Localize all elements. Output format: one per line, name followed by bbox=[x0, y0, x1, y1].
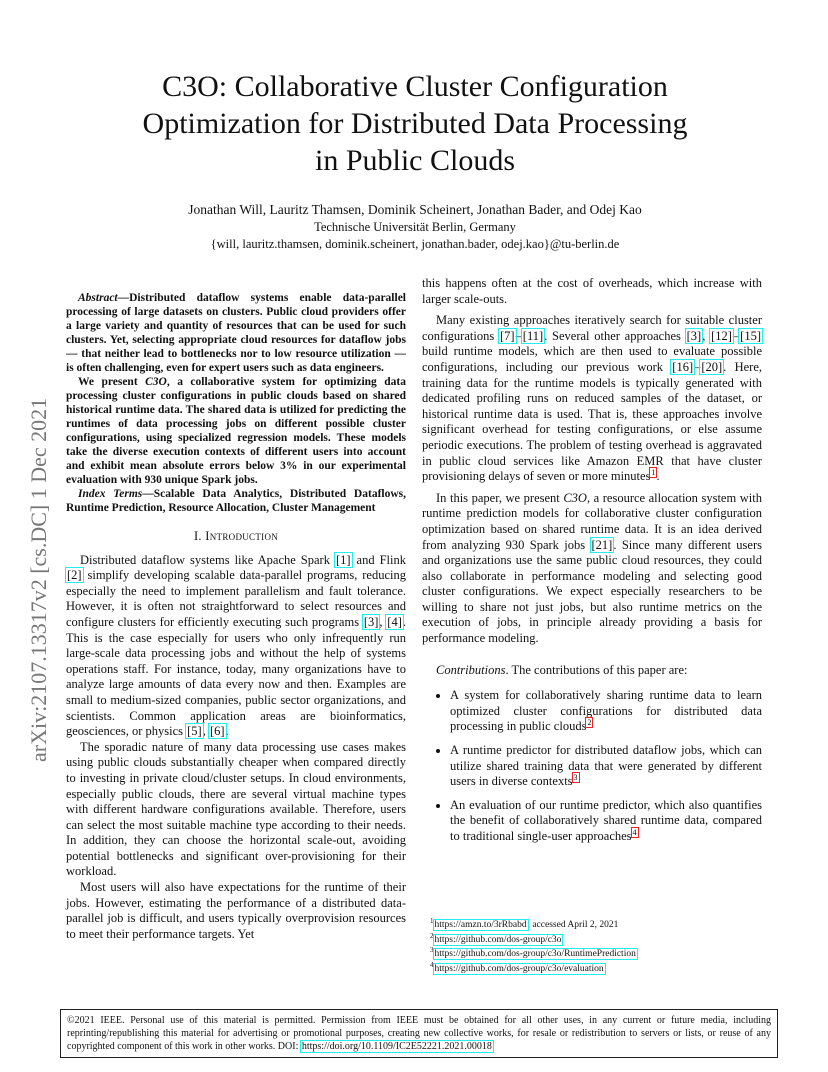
text-span: . Since many different users and organizations use the same public cloud resources, they could also collaborate in performance modeling and selecting good cluster configurations. We expect especially researchers to be willing to share not just jobs, but also runtime metrics on the execution of jobs, in principle already providing a basis for performance modeling. bbox=[422, 537, 762, 646]
copyright-text: ©2021 IEEE. Personal use of this material is permitted. Permission from IEEE must be obtained for all other uses, in any current or future media, including reprinting/republishing this material for advertising or promotional purposes, creating new collective works, for resale or redistribution to servers or lists, or reuse of any copyrighted component of this work in other works. DOI: bbox=[67, 1015, 771, 1052]
text-span: . Here, training data for the runtime models is typically generated with dedicated profiling runs on reduced samples of the dataset, or historical runtime data is used. That is, these approaches involve significant overhead for testing configurations, or else assume periodic executions. The problem of testing overhead is aggravated in public cloud services like Amazon EMR that have cluster provisioning delays of seven or more minutes bbox=[422, 359, 762, 484]
text-span: Many existing approaches iteratively search for suitable cluster configurations bbox=[422, 313, 762, 343]
intro-paragraph-2: The sporadic nature of many data processing use cases makes using public clouds substantially cheaper when compared directly to investing in private cloud/cluster setups. In cloud environments, especially public clouds, there are several virtual machine types with different hardware configurations available. Therefore, users can select the most suitable machine type according to their needs. In addition, they can choose the horizontal scale-out, avoiding potential bottlenecks and significant over-provisioning for their workload. bbox=[66, 739, 406, 879]
citation-link[interactable]: [20] bbox=[701, 359, 723, 374]
arxiv-identifier-svg bbox=[24, 292, 54, 762]
abstract-paragraph-2 bbox=[66, 375, 406, 487]
text-span: . This is the case especially for users who only infrequently run large-scale data processing jobs and without the help of systems operations staff. For instance, today, many organizations have to analyze large amounts of data every now and then. Examples are small to medium-sized companies, public sector organizations, and scientists. Common application areas are bioinformatics, geosciences, or physics bbox=[66, 614, 406, 739]
abstract-text-2a: We present bbox=[78, 376, 146, 388]
footnote-link[interactable]: https://github.com/dos-group/c3o/evaluation bbox=[434, 963, 604, 974]
citation-link[interactable]: [16] bbox=[672, 359, 694, 374]
footnote bbox=[430, 918, 760, 933]
citation-link[interactable]: [12] bbox=[711, 328, 732, 343]
footnote bbox=[430, 933, 760, 948]
footnote-number: 2 bbox=[430, 931, 434, 940]
arxiv-identifier: arXiv:2107.13317v2 [cs.DC] 1 Dec 2021 bbox=[26, 397, 51, 762]
index-terms bbox=[66, 487, 406, 515]
system-name: C3O bbox=[563, 490, 587, 505]
footnote-link[interactable]: https://amzn.to/3rRbabd bbox=[434, 920, 527, 930]
text-span: , bbox=[379, 614, 387, 629]
footnote-link[interactable]: https://github.com/dos-group/c3o bbox=[434, 934, 562, 945]
text-span: , bbox=[702, 328, 711, 343]
citation-link[interactable]: [1] bbox=[335, 552, 351, 567]
text-span: . The contributions of this paper are: bbox=[505, 662, 688, 677]
text-span: build runtime models, which are then used to evaluate possible configurations, including our previous work bbox=[422, 344, 762, 374]
citation-link[interactable]: [21] bbox=[591, 537, 613, 552]
intro-paragraph-3: Most users will also have expectations for the runtime of their jobs. However, estimating the performance of a distributed data-parallel job is difficult, and users typically overprovision resources to meet their performance targets. Yet bbox=[66, 880, 406, 941]
footnote-marker[interactable]: 3 bbox=[573, 773, 578, 783]
abstract-paragraph-1 bbox=[66, 291, 406, 375]
text-span: . bbox=[656, 469, 660, 484]
citation-link[interactable]: [5] bbox=[187, 724, 202, 739]
contribution-item bbox=[450, 798, 762, 845]
citation-link[interactable]: [3] bbox=[686, 328, 702, 343]
text-span: and Flink bbox=[351, 552, 406, 567]
contributions-intro bbox=[422, 663, 762, 679]
abstract-label: Abstract bbox=[78, 292, 118, 304]
footnote-marker[interactable]: 1 bbox=[651, 467, 656, 477]
intro-paragraph-5 bbox=[422, 491, 762, 647]
text-span: – bbox=[732, 328, 740, 343]
citation-link[interactable]: [11] bbox=[522, 328, 544, 343]
right-column bbox=[422, 276, 762, 853]
footnote-marker[interactable]: 2 bbox=[587, 718, 592, 728]
citation-link[interactable]: [3] bbox=[363, 614, 379, 629]
contribution-text: A system for collaboratively sharing runtime data to learn optimized cluster configurations for distributed data processing in public clouds bbox=[450, 688, 762, 734]
citation-link[interactable]: [15] bbox=[740, 328, 761, 343]
text-span: , bbox=[202, 724, 209, 739]
contributions-list bbox=[422, 688, 762, 844]
footnote-text: , accessed April 2, 2021 bbox=[527, 920, 619, 930]
footnote bbox=[430, 947, 760, 962]
citation-link[interactable]: [6] bbox=[209, 724, 225, 739]
contribution-text: An evaluation of our runtime predictor, which also quantifies the benefit of collaboratively shared runtime data, compared to traditional single-user approaches bbox=[450, 797, 762, 843]
left-column bbox=[66, 291, 406, 942]
index-terms-label: Index Terms bbox=[78, 488, 143, 500]
text-span: . bbox=[225, 724, 229, 739]
abstract-text-2b: , a collaborative system for optimizing data processing cluster configurations in public clouds based on shared historical runtime data. The shared data is utilized for predicting the runtimes of data processing jobs on different possible cluster configurations, using specialized regression models. These models take the diverse execution contexts of different users into account and exhibit mean absolute errors below 3% in our experimental evaluation with 930 unique Spark jobs. bbox=[66, 376, 406, 486]
title-line-3: in Public Clouds bbox=[314, 144, 516, 177]
text-span: In this paper, we present bbox=[436, 490, 564, 505]
paper-title bbox=[60, 68, 770, 179]
intro-paragraph-3-continued: this happens often at the cost of overheads, which increase with larger scale-outs. bbox=[422, 276, 762, 306]
title-line-2: Optimization for Distributed Data Processing bbox=[142, 107, 688, 140]
affiliation: Technische Universität Berlin, Germany bbox=[314, 220, 516, 234]
arxiv-identifier-sidebar bbox=[24, 292, 54, 762]
section-title: Introduction bbox=[205, 529, 279, 543]
contribution-text: A runtime predictor for distributed dataflow jobs, which can utilize shared training data that were generated by different users in diverse contexts bbox=[450, 743, 762, 789]
index-terms-text: —Scalable Data Analytics, Distributed Dataflows, Runtime Prediction, Resource Allocation, Cluster Management bbox=[66, 488, 406, 514]
contributions-label: Contributions bbox=[436, 662, 506, 677]
author-emails: {will, lauritz.thamsen, dominik.scheinert, jonathan.bader, odej.kao}@tu-berlin.de bbox=[210, 237, 620, 251]
section-numeral: I. bbox=[193, 529, 206, 543]
footnote-marker[interactable]: 4 bbox=[632, 827, 637, 837]
text-span: . Several other approaches bbox=[544, 328, 686, 343]
citation-link[interactable]: [7] bbox=[499, 328, 515, 343]
footnote-number: 1 bbox=[430, 916, 434, 925]
abstract-text-1: —Distributed dataflow systems enable data-parallel processing of large datasets on clusters. Public cloud providers offer a large variety and quantity of resources that can be used for such clusters. Yet, selecting appropriate cloud resources for dataflow jobs — that neither lead to bottlenecks nor to low resource utilization — is often challenging, even for expert users such as data engineers. bbox=[66, 292, 406, 374]
doi-link[interactable]: https://doi.org/10.1109/IC2E52221.2021.00018 bbox=[301, 1041, 492, 1052]
section-heading-introduction bbox=[66, 529, 406, 545]
text-span: , a resource allocation system with runtime prediction models for collaborative cluster configuration optimization based on shared runtime data. It is an idea derived from analyzing 930 Spark jobs bbox=[422, 490, 762, 552]
footnote bbox=[430, 962, 760, 977]
author-list: Jonathan Will, Lauritz Thamsen, Dominik Scheinert, Jonathan Bader, and Odej Kao bbox=[188, 202, 642, 217]
footnotes bbox=[430, 918, 760, 976]
intro-paragraph-1 bbox=[66, 553, 406, 740]
citation-link[interactable]: [2] bbox=[67, 568, 82, 583]
text-span: simplify developing scalable data-parallel programs, reducing especially the need to implement parallelism and fault tolerance. However, it is often not straightforward to select resources and configure clusters for efficiently executing such programs bbox=[66, 568, 406, 629]
footnote-link[interactable]: https://github.com/dos-group/c3o/RuntimePrediction bbox=[434, 949, 636, 959]
footnote-number: 3 bbox=[430, 945, 434, 954]
system-name: C3O bbox=[145, 376, 167, 388]
copyright-notice bbox=[60, 1009, 778, 1058]
footnote-number: 4 bbox=[430, 960, 434, 969]
intro-paragraph-4 bbox=[422, 313, 762, 485]
title-line-1: C3O: Collaborative Cluster Configuration bbox=[162, 70, 668, 103]
text-span: – bbox=[694, 359, 701, 374]
text-span: – bbox=[515, 328, 522, 343]
citation-link[interactable]: [4] bbox=[387, 614, 402, 629]
text-span: Distributed dataflow systems like Apache Spark bbox=[80, 552, 335, 567]
contribution-item bbox=[450, 688, 762, 735]
contribution-item bbox=[450, 743, 762, 790]
